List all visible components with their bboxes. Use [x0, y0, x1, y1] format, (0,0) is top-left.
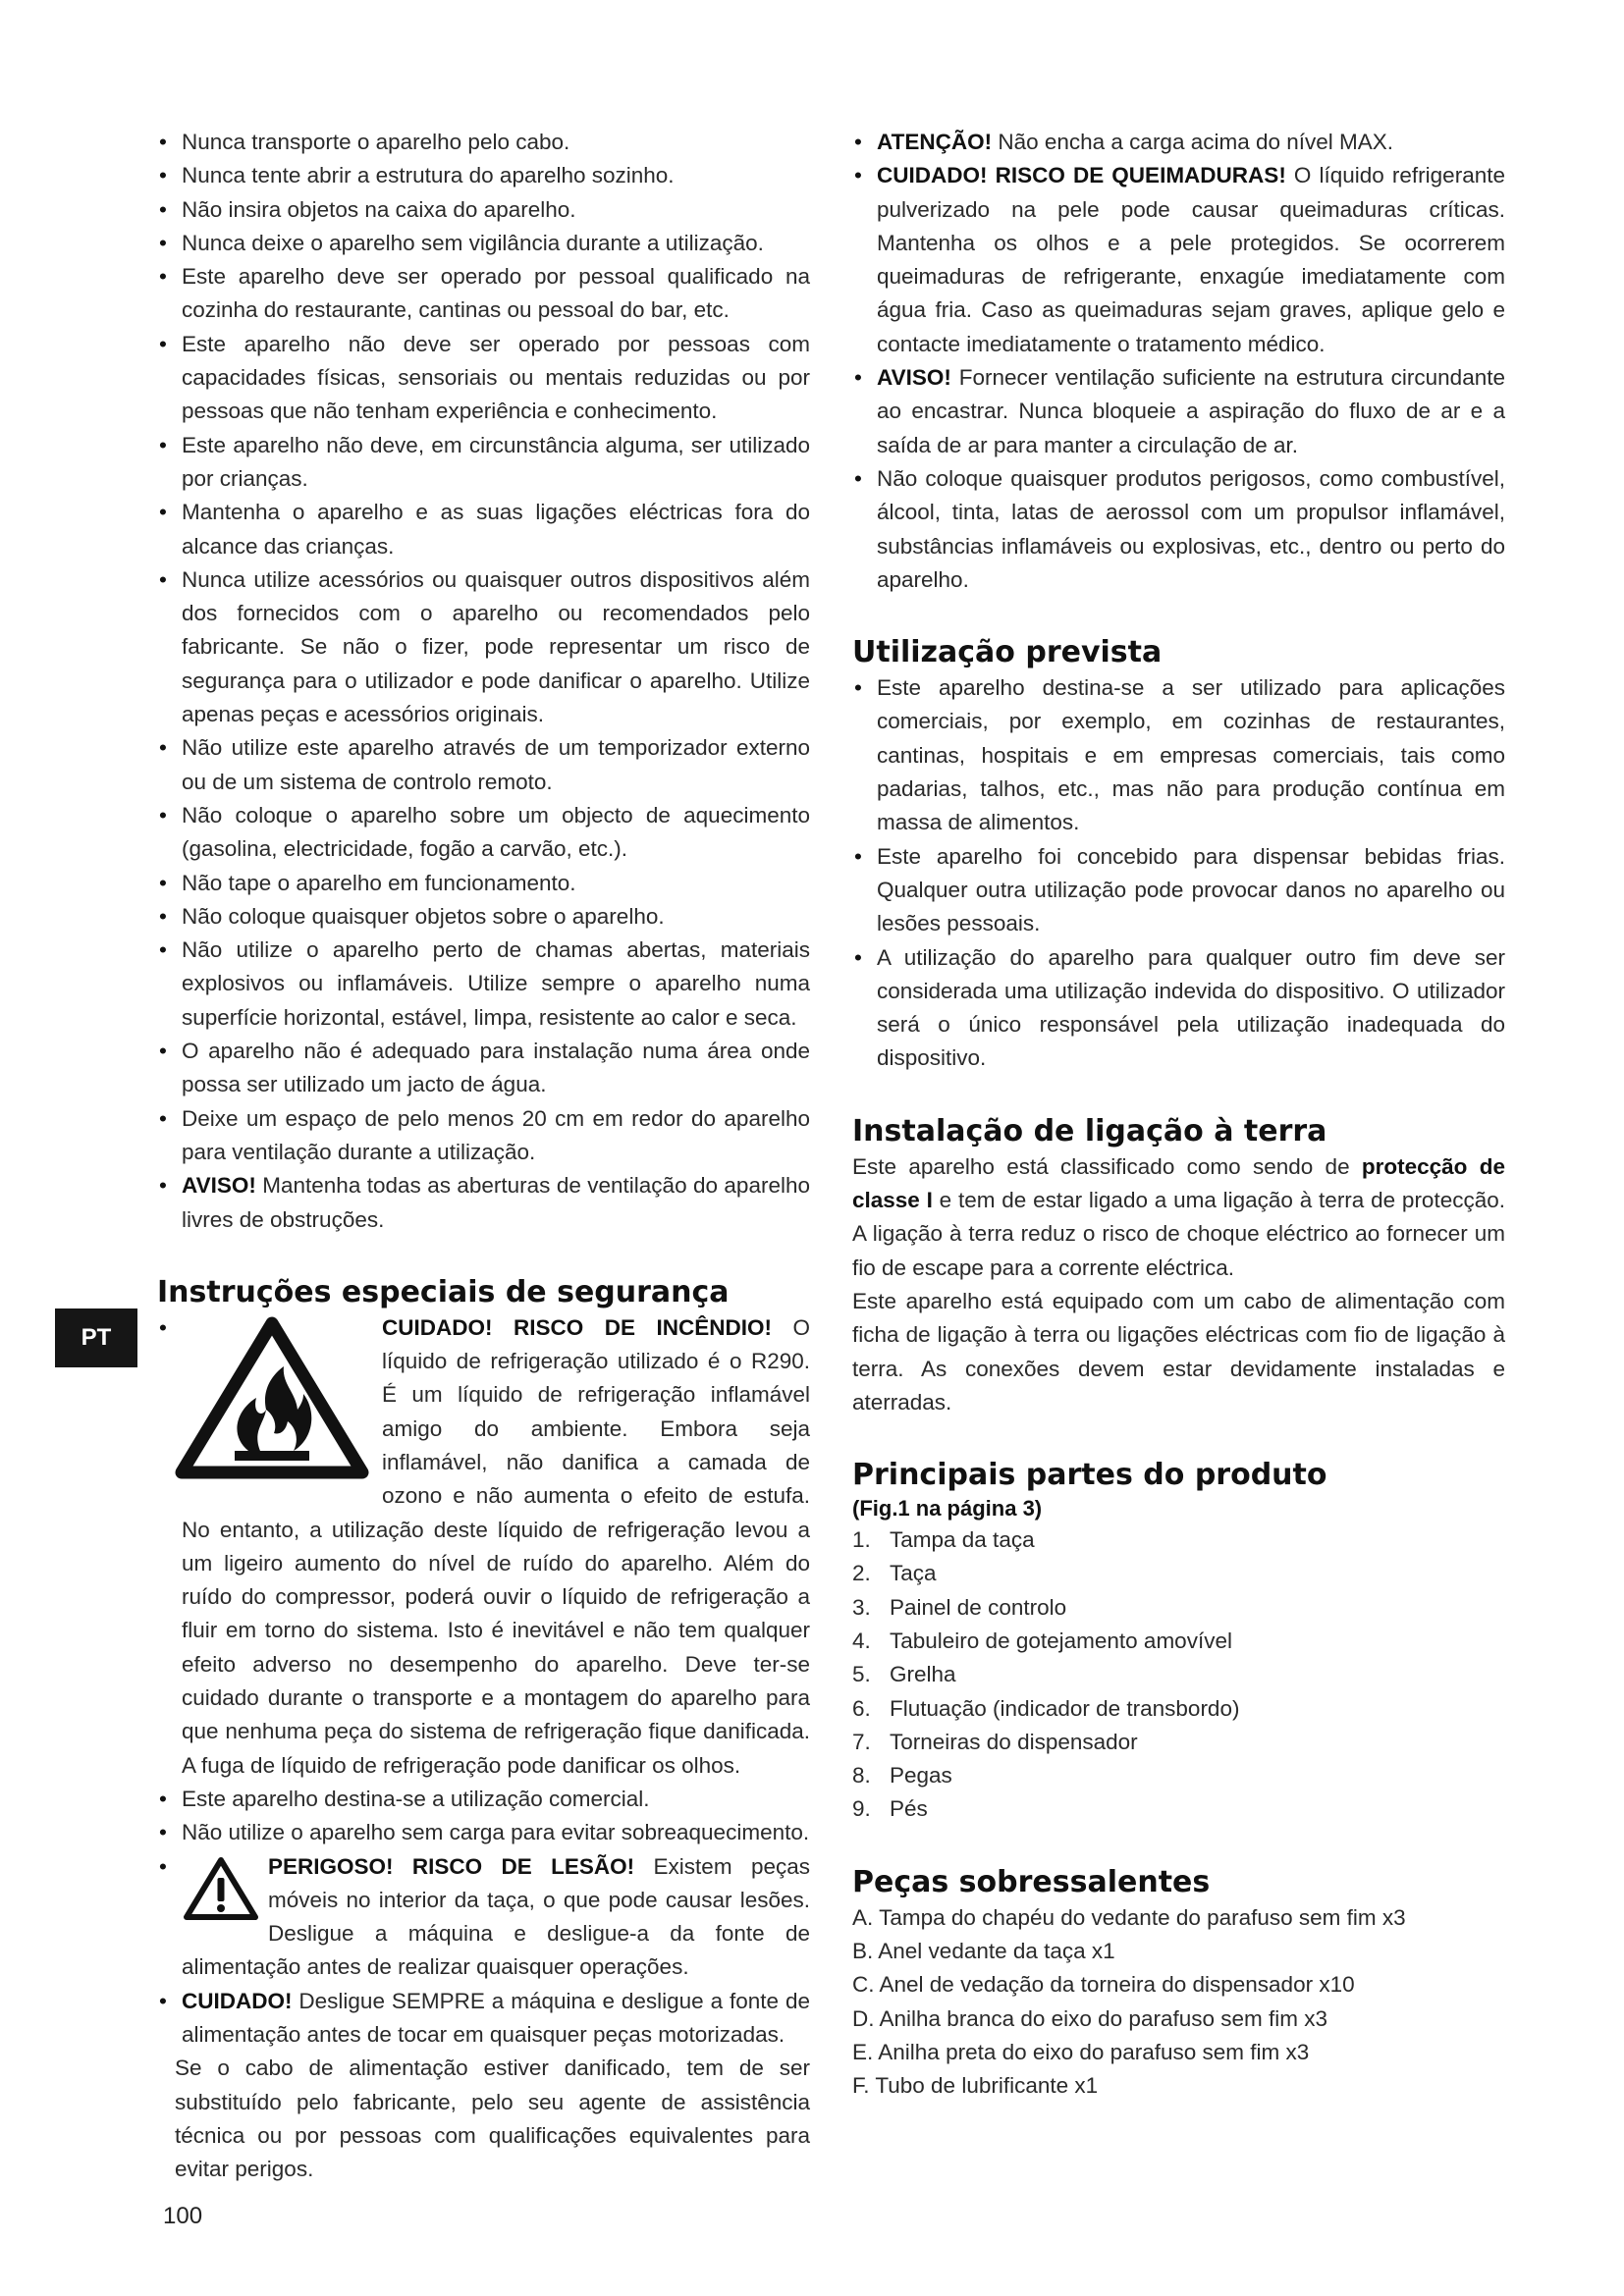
list-item: • Não coloque o aparelho sobre um objecto de aquecimento (gasolina, electricidade, fogão a carvão, etc.).: [157, 799, 810, 867]
caution-text: Desligue SEMPRE a máquina e desligue a fonte de alimentação antes de tocar em quaisquer peças motorizadas.: [182, 1988, 810, 2048]
warning-label: AVISO!: [182, 1173, 256, 1199]
attention-label: ATENÇÃO!: [877, 130, 993, 154]
item-number: 5.: [852, 1662, 871, 1687]
item-number: 7.: [852, 1729, 871, 1754]
danger-label: PERIGOSO! RISCO DE LESÃO!: [268, 1853, 635, 1879]
section-heading-main-parts: Principais partes do produto: [852, 1458, 1327, 1493]
caution-triangle-icon: [182, 1854, 260, 1923]
item-number: 4.: [852, 1628, 871, 1653]
section-heading-spare-parts: Peças sobressalentes: [852, 1864, 1211, 1899]
list-item: • Deixe um espaço de pelo menos 20 cm em redor do aparelho para ventilação durante a utilização.: [157, 1102, 810, 1170]
fire-warning-item: [157, 1311, 810, 1783]
item-label: Pés: [890, 1796, 928, 1822]
fire-warning-label: CUIDADO! RISCO DE INCÊNDIO!: [382, 1314, 772, 1340]
cable-replacement-text: Se o cabo de alimentação estiver danificado, tem de ser substituído pelo fabricante, pelo seu agente de assistência técnica ou por pessoas com qualificações equivalentes para evitar perigos.: [175, 2056, 810, 2182]
right-column: [852, 126, 1505, 2104]
caution-item: [157, 1985, 810, 2053]
list-item: A. Tampa do chapéu do vedante do parafuso sem fim x3: [852, 1904, 1406, 1930]
item-label: Taça: [890, 1561, 937, 1586]
protection-class-label: protecção de classe I: [852, 1153, 1505, 1213]
item-label: Grelha: [890, 1662, 956, 1687]
attention-item: [852, 126, 1505, 159]
item-label: Torneiras do dispensador: [890, 1729, 1138, 1754]
ventilation-warning-label: AVISO!: [877, 365, 951, 391]
list-item: [852, 1523, 1505, 1557]
earthing-paragraph: [852, 1150, 1505, 1285]
list-item: • Não insira objetos na caixa do aparelho.: [157, 193, 810, 227]
section-heading-earthing: Instalação de ligação à terra: [852, 1113, 1327, 1148]
left-column: [157, 126, 810, 2187]
list-item: • Nunca transporte o aparelho pelo cabo.: [157, 126, 810, 159]
list-item: • Este aparelho destina-se a utilização comercial.: [157, 1783, 810, 1816]
list-item: [852, 1591, 1505, 1625]
burn-warning-text: O líquido refrigerante pulverizado na pele pode causar queimaduras críticas. Mantenha os olhos e a pele protegidos. Se ocorrerem queimaduras de refrigerante, enxagúe imediatamente com água fria. Caso as queimaduras sejam graves, aplique gelo e contacte imediatamente o tratamento médico.: [877, 163, 1505, 356]
list-item: • Nunca deixe o aparelho sem vigilância durante a utilização.: [157, 227, 810, 260]
list-item: • Não coloque quaisquer objetos sobre o aparelho.: [157, 900, 810, 934]
list-item: D. Anilha branca do eixo do parafuso sem fim x3: [852, 2005, 1328, 2031]
danger-text: Existem peças móveis no interior da taça, o que pode causar lesões. Desligue a máquina e desligue-a da fonte de alimentação antes de realizar quaisquer operações.: [182, 1853, 810, 1980]
list-item: • O aparelho não é adequado para instalação numa área onde possa ser utilizado um jacto de água.: [157, 1035, 810, 1102]
item-number: 2.: [852, 1561, 871, 1586]
item-label: Flutuação (indicador de transbordo): [890, 1695, 1240, 1721]
list-item: • Este aparelho destina-se a ser utilizado para aplicações comerciais, por exemplo, em cozinhas de restaurantes, cantinas, hospitais e em empresas comerciais, tais como padarias, talhos, etc., mas não para produção contínua em massa de alimentos.: [852, 671, 1505, 839]
list-item: • Este aparelho deve ser operado por pessoal qualificado na cozinha do restaurante, cantinas ou pessoal do bar, etc.: [157, 260, 810, 328]
list-item: • Mantenha o aparelho e as suas ligações eléctricas fora do alcance das crianças.: [157, 496, 810, 563]
list-item: [852, 1759, 1505, 1792]
item-label: Pegas: [890, 1763, 952, 1789]
list-item: • Este aparelho não deve ser operado por pessoas com capacidades físicas, sensoriais ou mentais reduzidas ou por pessoas que não tenham experiência e conhecimento.: [157, 328, 810, 429]
language-tab: PT: [55, 1308, 137, 1367]
item-number: 8.: [852, 1763, 871, 1789]
figure-reference: (Fig.1 na página 3): [852, 1496, 1043, 1522]
earthing-text: e tem de estar ligado a uma ligação à terra de protecção. A ligação à terra reduz o risco de choque eléctrico ao fornecer um fio de escape para a corrente eléctrica.: [852, 1188, 1505, 1280]
list-item: • Não coloque quaisquer produtos perigosos, como combustível, álcool, tinta, latas de aerossol com um propulsor inflamável, substâncias inflamáveis ou explosivas, etc., dentro ou perto do aparelho.: [852, 462, 1505, 597]
item-label: Painel de controlo: [890, 1594, 1067, 1620]
page-number: 100: [163, 2203, 203, 2229]
earthing-paragraph: Este aparelho está equipado com um cabo de alimentação com ficha de ligação à terra ou ligações eléctricas com fio de ligação à terra. As conexões devem estar devidamente instaladas e aterradas.: [852, 1288, 1505, 1415]
earthing-text: Este aparelho está classificado como sendo de: [852, 1153, 1362, 1179]
list-item: • Não utilize este aparelho através de um temporizador externo ou de um sistema de controlo remoto.: [157, 731, 810, 799]
list-item: [852, 1557, 1505, 1590]
warning-text: Mantenha todas as aberturas de ventilação do aparelho livres de obstruções.: [182, 1173, 810, 1232]
item-number: 1.: [852, 1527, 871, 1553]
caution-label: CUIDADO!: [182, 1988, 293, 2013]
section-heading-special-safety: Instruções especiais de segurança: [157, 1274, 730, 1309]
list-item: B. Anel vedante da taça x1: [852, 1939, 1115, 1964]
item-label: Tampa da taça: [890, 1527, 1035, 1553]
list-item: • Nunca utilize acessórios ou quaisquer outros dispositivos além dos fornecidos com o aparelho ou recomendados pelo fabricante. Se não o fizer, pode representar um risco de segurança para o utilizador e pode danificar o aparelho. Utilize apenas peças e acessórios originais.: [157, 563, 810, 731]
list-item: • Não utilize o aparelho sem carga para evitar sobreaquecimento.: [157, 1816, 810, 1849]
item-label: Tabuleiro de gotejamento amovível: [890, 1628, 1232, 1653]
list-item: [852, 1658, 1505, 1691]
list-item: • Não utilize o aparelho perto de chamas abertas, materiais explosivos ou inflamáveis. Utilize sempre o aparelho numa superfície horizontal, estável, limpa, resistente ao calor e seca.: [157, 934, 810, 1035]
item-number: 3.: [852, 1594, 871, 1620]
list-item: • A utilização do aparelho para qualquer outro fim deve ser considerada uma utilização indevida do dispositivo. O utilizador será o único responsável pela utilização inadequada do dispositivo.: [852, 941, 1505, 1076]
item-number: 6.: [852, 1695, 871, 1721]
list-item: • Este aparelho foi concebido para dispensar bebidas frias. Qualquer outra utilização pode provocar danos no aparelho ou lesões pessoais.: [852, 840, 1505, 941]
fire-warning-text: O líquido de refrigeração utilizado é o R290. É um líquido de refrigeração inflamável amigo do ambiente. Embora seja inflamável, não danifica a camada de ozono e não aumenta o efeito de estufa. No entanto, a utilização deste líquido de refrigeração levou a um ligeiro aumento do nível de ruído do aparelho. Além do ruído do compressor, poderá ouvir o líquido de refrigeração a fluir em torno do sistema. Isto é inevitável e não tem qualquer efeito adverso no desempenho do aparelho. Deve ter-se cuidado durante o transporte e a montagem do aparelho para que nenhuma peça do sistema de refrigeração fique danificada. A fuga de líquido de refrigeração pode danificar os olhos.: [182, 1314, 810, 1778]
item-number: 9.: [852, 1796, 871, 1822]
flammable-warning-icon: [174, 1315, 370, 1480]
list-item: [852, 1625, 1505, 1658]
attention-text: Não encha a carga acima do nível MAX.: [992, 130, 1394, 154]
list-item: • Não tape o aparelho em funcionamento.: [157, 867, 810, 900]
list-item: [852, 1792, 1505, 1826]
list-item: C. Anel de vedação da torneira do dispensador x10: [852, 1972, 1355, 1998]
ventilation-warning-item: [852, 361, 1505, 462]
danger-warning-item: [157, 1850, 810, 1985]
section-heading-intended-use: Utilização prevista: [852, 635, 1163, 670]
list-item: [852, 1726, 1505, 1759]
list-item: • Este aparelho não deve, em circunstância alguma, ser utilizado por crianças.: [157, 429, 810, 497]
warning-item: [157, 1169, 810, 1237]
list-item: [852, 1692, 1505, 1726]
list-item: • Nunca tente abrir a estrutura do aparelho sozinho.: [157, 159, 810, 192]
burn-warning-label: CUIDADO! RISCO DE QUEIMADURAS!: [877, 163, 1286, 188]
list-item: E. Anilha preta do eixo do parafuso sem fim x3: [852, 2039, 1310, 2064]
ventilation-warning-text: Fornecer ventilação suficiente na estrutura circundante ao encastrar. Nunca bloqueie a aspiração do fluxo de ar e a saída de ar para manter a circulação de ar.: [877, 365, 1505, 457]
burn-warning-item: [852, 159, 1505, 361]
list-item: F. Tubo de lubrificante x1: [852, 2073, 1099, 2099]
